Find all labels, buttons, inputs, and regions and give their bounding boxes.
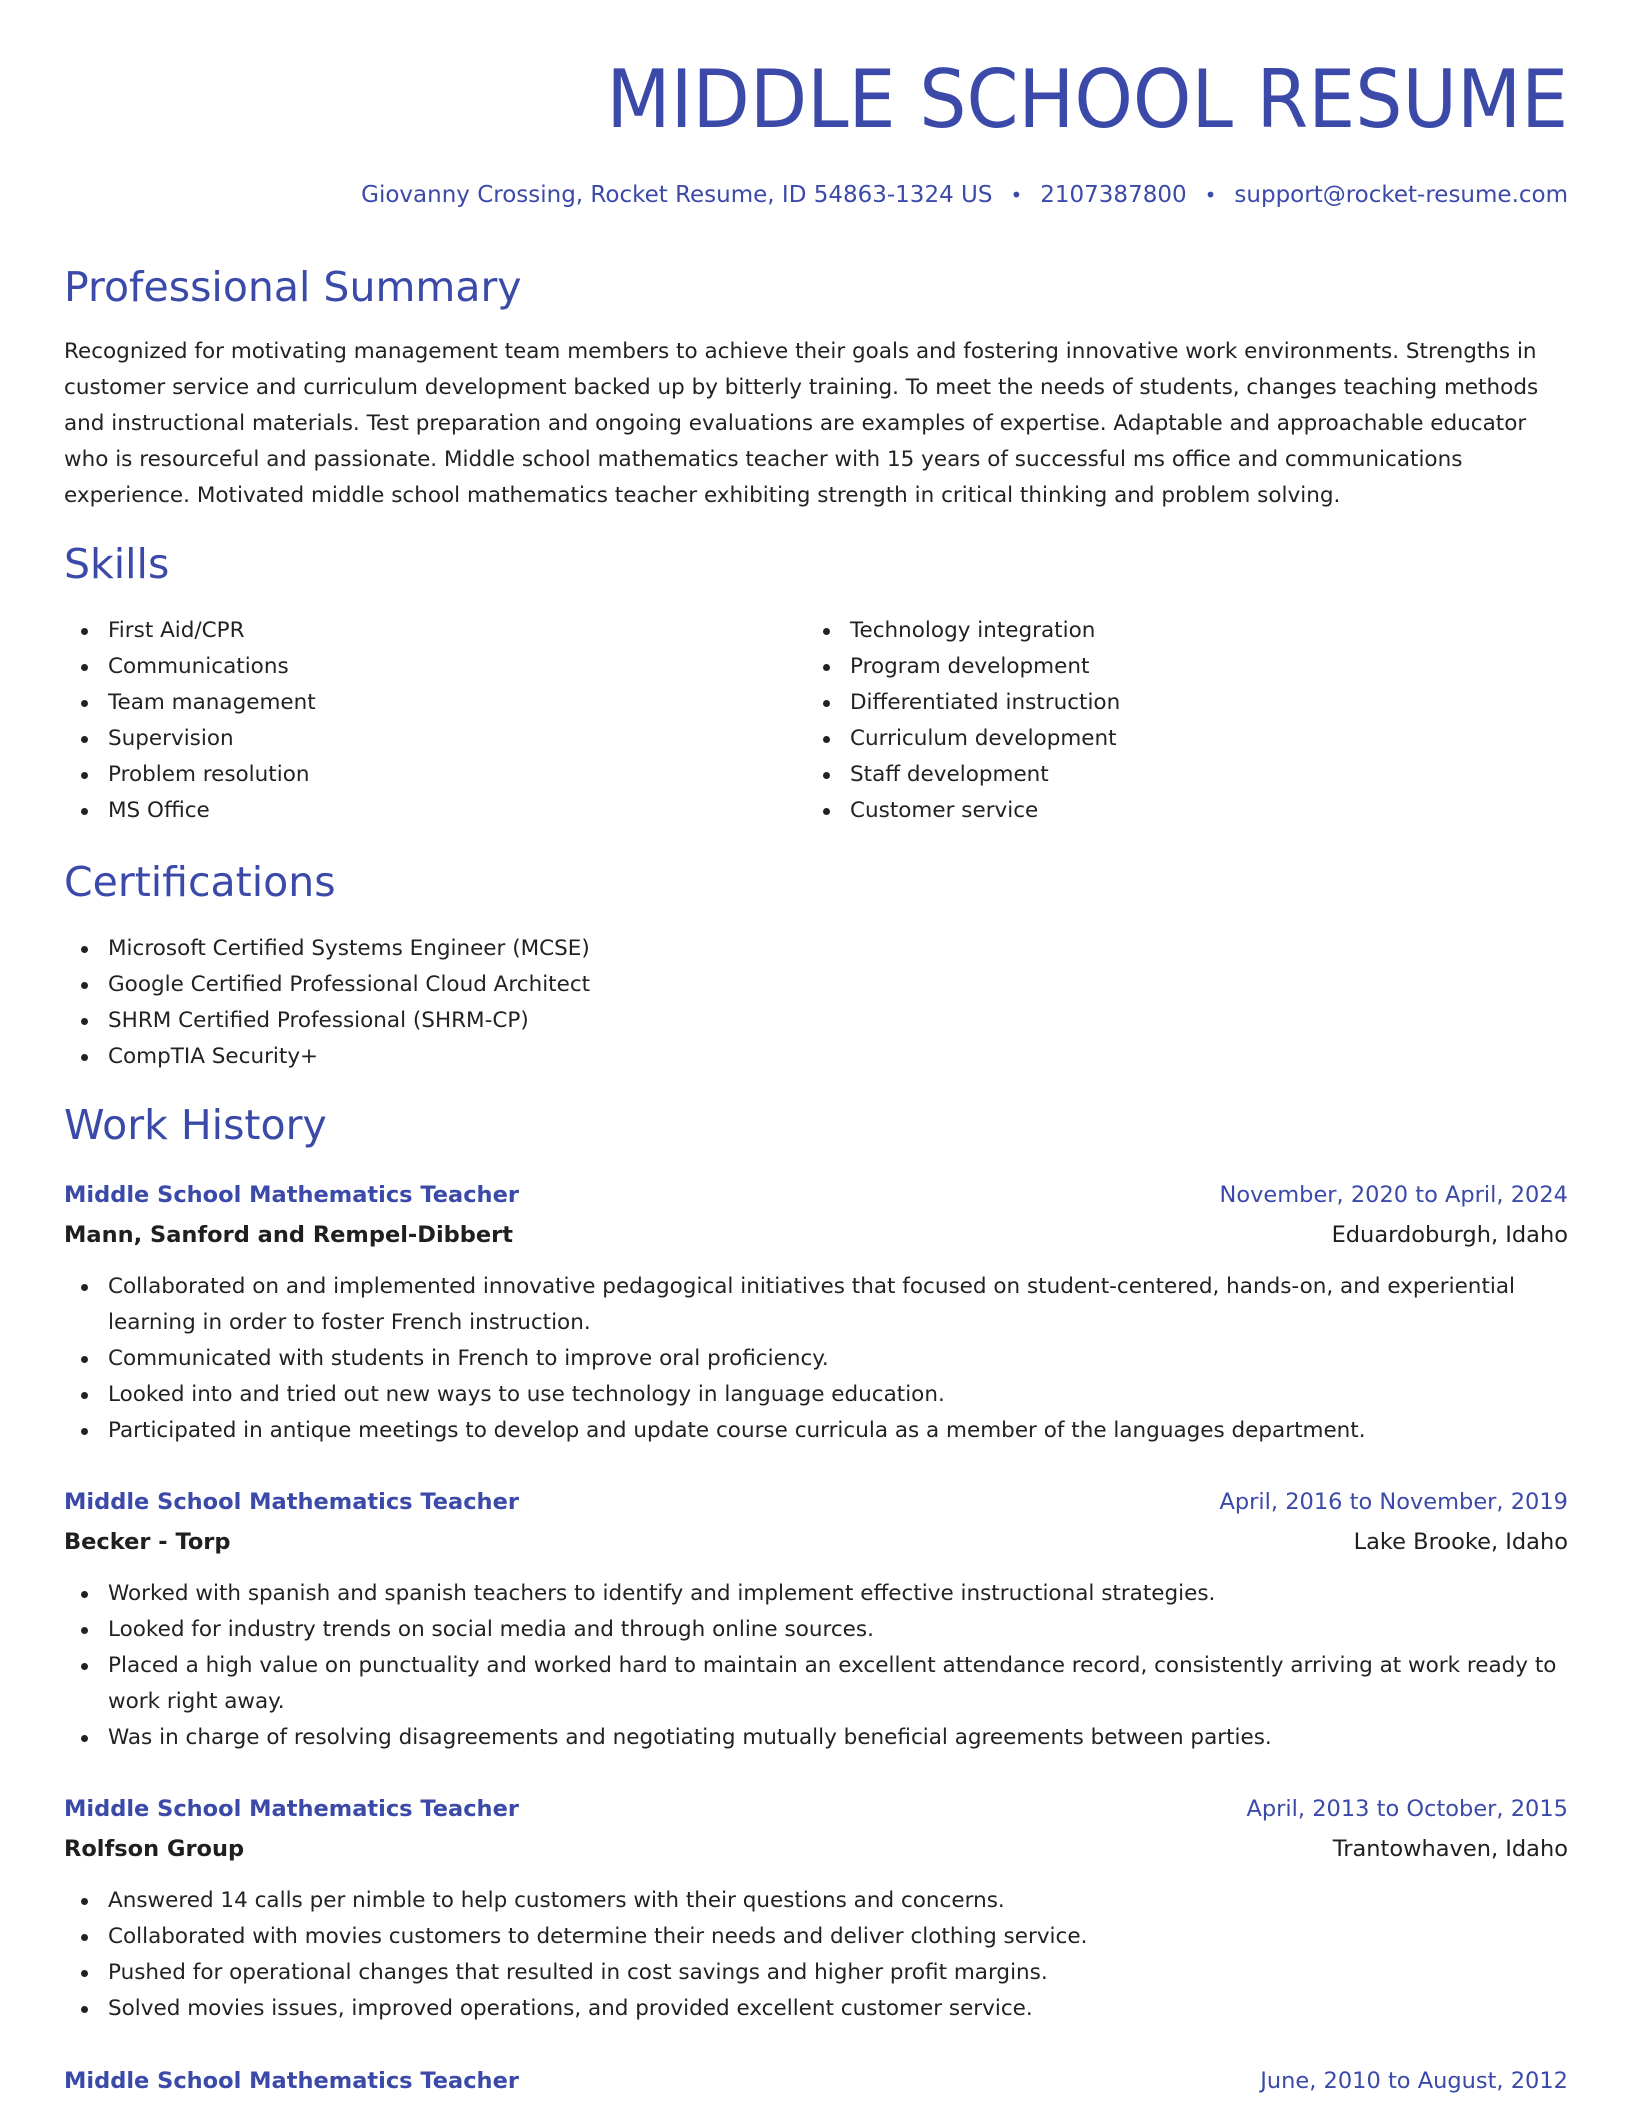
job-company: Mann, Sanford and Rempel-Dibbert (64, 1222, 513, 1248)
contact-phone: 2107387800 (1040, 182, 1187, 208)
summary-heading: Professional Summary (64, 263, 522, 311)
job-dates: April, 2016 to November, 2019 (1219, 1489, 1568, 1515)
skill-item: Differentiated instruction (806, 685, 1506, 721)
certification-item: SHRM Certified Professional (SHRM-CP) (64, 1003, 964, 1039)
job-entry (64, 1484, 1568, 1756)
job-duty: Participated in antique meetings to develop and update course curricula as a member of the languages department. (64, 1413, 1568, 1449)
contact-email: support@rocket-resume.com (1234, 182, 1568, 208)
skill-item: First Aid/CPR (64, 613, 764, 649)
job-duty: Was in charge of resolving disagreements and negotiating mutually beneficial agreements between parties. (64, 1720, 1568, 1756)
job-company: Rolfson Group (64, 1836, 245, 1862)
job-duty: Answered 14 calls per nimble to help customers with their questions and concerns. (64, 1883, 1568, 1919)
job-location: Lake Brooke, Idaho (1353, 1529, 1568, 1555)
job-duty: Communicated with students in French to improve oral proficiency. (64, 1341, 1568, 1377)
skills-heading: Skills (64, 540, 170, 588)
job-title: Middle School Mathematics Teacher (64, 1489, 519, 1515)
contact-line (361, 180, 1568, 210)
certification-item: Google Certified Professional Cloud Architect (64, 967, 964, 1003)
job-location: Eduardoburgh, Idaho (1331, 1222, 1568, 1248)
skill-item: MS Office (64, 793, 764, 829)
job-duty: Worked with spanish and spanish teachers to identify and implement effective instructional strategies. (64, 1576, 1568, 1612)
skill-item: Team management (64, 685, 764, 721)
page-title: MIDDLE SCHOOL RESUME (606, 53, 1568, 146)
skill-item: Technology integration (806, 613, 1506, 649)
job-dates: April, 2013 to October, 2015 (1246, 1796, 1568, 1822)
job-duty: Collaborated on and implemented innovative pedagogical initiatives that focused on student-centered, hands-on, and experiential learning in order to foster French instruction. (64, 1269, 1568, 1341)
skill-item: Problem resolution (64, 757, 764, 793)
job-duties-list (64, 1883, 1568, 2027)
job-company: Becker - Torp (64, 1529, 231, 1555)
job-duty: Solved movies issues, improved operations, and provided excellent customer service. (64, 1991, 1568, 2027)
contact-separator: • (1204, 183, 1217, 207)
contact-address: Giovanny Crossing, Rocket Resume, ID 54863-1324 US (361, 182, 993, 208)
contact-separator: • (1010, 183, 1023, 207)
job-dates: November, 2020 to April, 2024 (1219, 1182, 1568, 1208)
job-duties-list (64, 1576, 1568, 1756)
job-duty: Collaborated with movies customers to determine their needs and deliver clothing service. (64, 1919, 1568, 1955)
certification-item: CompTIA Security+ (64, 1039, 964, 1075)
job-entry (64, 2063, 1568, 2103)
job-duties-list (64, 1269, 1568, 1449)
certifications-heading: Certifications (64, 858, 336, 906)
skill-item: Communications (64, 649, 764, 685)
job-title: Middle School Mathematics Teacher (64, 2068, 519, 2094)
job-duty: Pushed for operational changes that resulted in cost savings and higher profit margins. (64, 1955, 1568, 1991)
skill-item: Customer service (806, 793, 1506, 829)
summary-text: Recognized for motivating management team members to achieve their goals and fostering innovative work environments. Strengths in customer service and curriculum development backed up by bitterly training. To meet the needs of students, changes teaching methods and instructional materials. Test preparation and ongoing evaluations are examples of expertise. Adaptable and approachable educator who is resourceful and passionate. Middle school mathematics teacher with 15 years of successful ms office and communications experience. Motivated middle school mathematics teacher exhibiting strength in critical thinking and problem solving. (64, 339, 1539, 508)
skill-item: Program development (806, 649, 1506, 685)
job-duty: Placed a high value on punctuality and worked hard to maintain an excellent attendance record, consistently arriving at work ready to work right away. (64, 1648, 1568, 1720)
certifications-list (64, 931, 964, 1075)
job-title: Middle School Mathematics Teacher (64, 1182, 519, 1208)
job-location: Trantowhaven, Idaho (1332, 1836, 1568, 1862)
work-history-heading: Work History (64, 1101, 327, 1149)
job-duty: Looked for industry trends on social media and through online sources. (64, 1612, 1568, 1648)
job-entry (64, 1791, 1568, 2027)
skill-item: Curriculum development (806, 721, 1506, 757)
skill-item: Supervision (64, 721, 764, 757)
skills-list-left (64, 613, 764, 829)
job-title: Middle School Mathematics Teacher (64, 1796, 519, 1822)
certification-item: Microsoft Certified Systems Engineer (MCSE) (64, 931, 964, 967)
job-entry (64, 1177, 1568, 1449)
job-duty: Looked into and tried out new ways to use technology in language education. (64, 1377, 1568, 1413)
skills-list-right (806, 613, 1506, 829)
skill-item: Staff development (806, 757, 1506, 793)
job-dates: June, 2010 to August, 2012 (1260, 2068, 1568, 2094)
